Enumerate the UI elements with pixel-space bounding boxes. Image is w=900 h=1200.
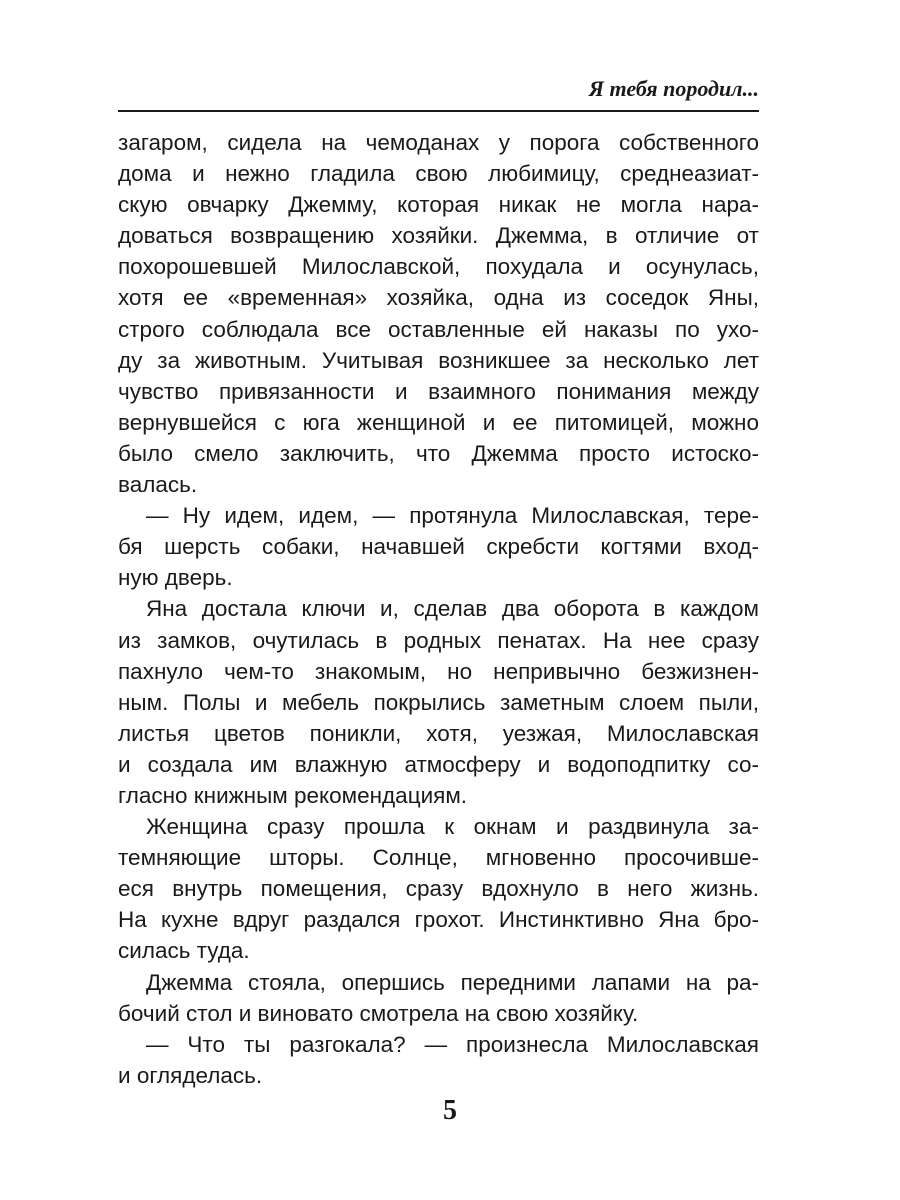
text-line: ным. Полы и мебель покрылись заметным слоем пыли, [118,689,759,715]
text-line: было смело заключить, что Джемма просто истоско- [118,440,759,466]
text-line: ду за животным. Учитывая возникшее за несколько лет [118,347,759,373]
paragraph [118,593,759,811]
text-line: скую овчарку Джемму, которая никак не могла нара- [118,192,759,218]
text-line: дома и нежно гладила свою любимицу, среднеазиат- [118,161,759,187]
text-line: и создала им влажную атмосферу и водоподпитку со- [118,751,759,777]
text-line: бочий стол и виновато смотрела на свою хозяйку. [118,1000,639,1026]
text-line: из замков, очутилась в родных пенатах. На нее сразу [118,627,759,653]
text-line: валась. [118,472,198,498]
text-line: доваться возвращению хозяйки. Джемма, в отличие от [118,223,759,249]
text-line: Женщина сразу прошла к окнам и раздвинула за- [146,814,759,840]
text-line: — Ну идем, идем, — протянула Милославская, тере- [146,503,759,529]
text-line: вернувшейся с юга женщиной и ее питомицей, можно [118,409,759,435]
paragraph [118,967,759,1029]
body-text [118,127,759,1091]
text-line: гласно книжным рекомендациям. [118,782,468,808]
text-line: загаром, сидела на чемоданах у порога собственного [118,130,759,155]
text-line: — Что ты разгокала? — произнесла Милославская [146,1031,759,1057]
text-line: чувство привязанности и взаимного понимания между [118,378,759,404]
text-line: Джемма стояла, опершись передними лапами на ра- [146,969,759,995]
page-number: 5 [443,1095,457,1126]
text-line: листья цветов поникли, хотя, уезжая, Милославская [118,720,759,746]
text-line: ную дверь. [118,565,233,591]
paragraph [118,127,759,500]
text-line: темняющие шторы. Солнце, мгновенно просочивше- [118,845,759,871]
text-line: бя шерсть собаки, начавшей скребсти когтями вход- [118,534,759,560]
text-line: хотя ее «временная» хозяйка, одна из соседок Яны, [118,285,759,311]
text-line: и огляделась. [118,1062,263,1088]
paragraph [118,1029,759,1091]
text-line: Яна достала ключи и, сделав два оборота в каждом [146,596,759,622]
text-line: похорошевшей Милославской, похудала и осунулась, [118,254,759,280]
text-line: строго соблюдала все оставленные ей наказы по ухо- [118,316,759,342]
text-line: На кухне вдруг раздался грохот. Инстинктивно Яна бро- [118,907,759,933]
running-head: Я тебя породил... [588,76,759,101]
paragraph [118,811,759,966]
paragraph [118,500,759,593]
text-line: пахнуло чем-то знакомым, но непривычно безжизнен- [118,658,759,684]
text-line: силась туда. [118,938,250,964]
text-line: еся внутрь помещения, сразу вдохнуло в него жизнь. [118,876,759,902]
header-rule [118,110,759,112]
